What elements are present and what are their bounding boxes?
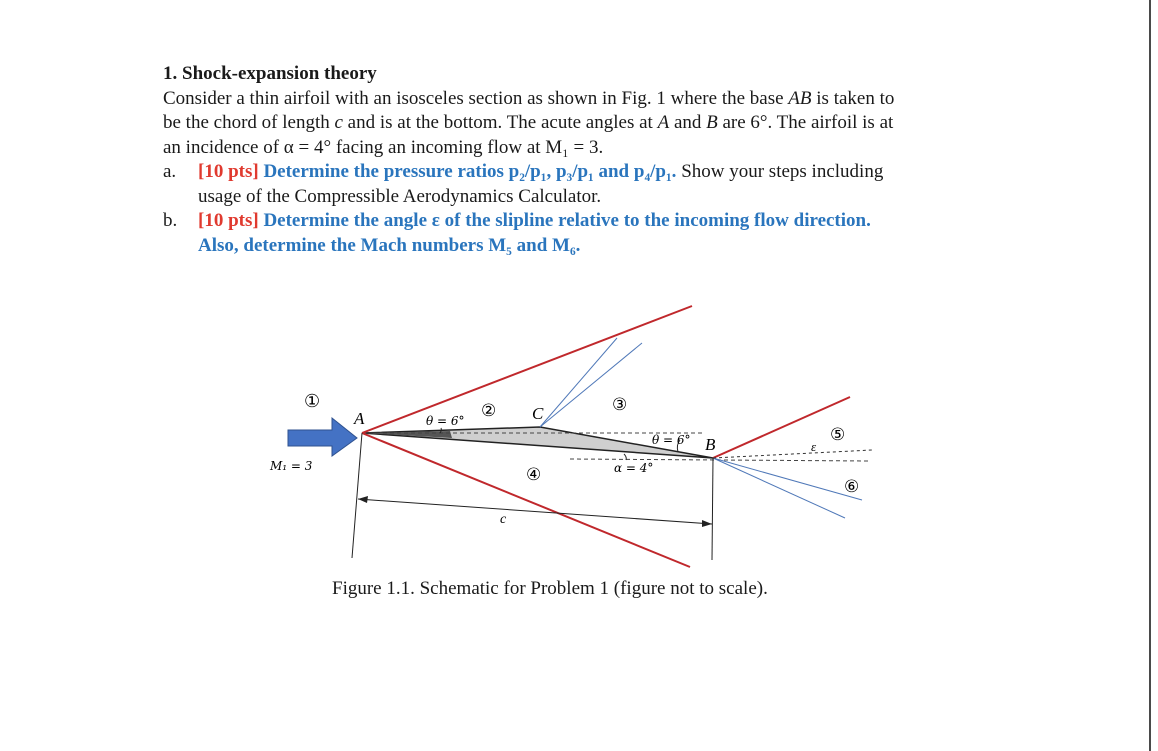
problem-heading: 1. Shock-expansion theory <box>163 63 377 84</box>
expansion-fan-b-1 <box>713 458 862 500</box>
region-3-label: ③ <box>612 395 628 415</box>
intro-AB: AB <box>788 87 812 109</box>
intro-text: be the chord of length <box>163 112 335 133</box>
part-a-task: Determine the pressure ratios p₂/p₁, p₃/p₁ and p₄/p₁. <box>258 161 677 182</box>
chord-extension-a <box>352 433 362 558</box>
part-b-line2: Also, determine the Mach numbers M₅ and M₆. <box>198 234 581 256</box>
alpha-arc <box>624 454 626 460</box>
point-B-label: B <box>705 435 716 454</box>
intro-text: and <box>669 112 707 133</box>
intro-text: and is at the bottom. The acute angles at <box>342 112 658 133</box>
intro-text: are 6°. The airfoil is at <box>717 112 894 133</box>
intro-B: B <box>706 112 718 133</box>
region-4-label: ④ <box>526 465 542 485</box>
incoming-flow-arrow <box>288 418 357 456</box>
epsilon-label: ε <box>811 439 817 454</box>
chord-label: c <box>500 512 507 527</box>
part-a-rest: Show your steps including <box>676 161 884 182</box>
part-b-task: Determine the angle ε of the slipline relative to the incoming flow direction. <box>258 210 871 231</box>
region-5-label: ⑤ <box>830 425 846 445</box>
chord-arrow-left <box>358 496 368 503</box>
point-A-label: A <box>354 409 365 428</box>
slipline <box>713 450 872 458</box>
region-6-label: ⑥ <box>844 477 860 497</box>
alpha-label: α = 4° <box>614 461 654 475</box>
expansion-fan-b-2 <box>713 458 845 518</box>
mach-label: M₁ = 3 <box>270 459 313 473</box>
figure-caption: Figure 1.1. Schematic for Problem 1 (figure not to scale). <box>332 578 768 599</box>
part-a-points: [10 pts] <box>198 161 259 182</box>
part-a-line2: usage of the Compressible Aerodynamics Calculator. <box>198 185 602 207</box>
intro-c: c <box>334 112 343 133</box>
intro-line-3: an incidence of α = 4° facing an incoming flow at M₁ = 3. <box>163 136 604 158</box>
chord-arrow-right <box>702 520 712 527</box>
part-b-label: b. <box>163 210 178 231</box>
region-1-label: ① <box>304 391 321 412</box>
part-b-points: [10 pts] <box>198 210 259 231</box>
region-2-label: ② <box>481 401 497 421</box>
theta-front-label: θ = 6° <box>426 414 465 428</box>
intro-A: A <box>657 112 670 133</box>
part-a-label: a. <box>163 161 177 182</box>
chord-extension-b <box>712 458 713 560</box>
intro-text: is taken to <box>811 87 895 109</box>
shock-upper-front <box>362 306 692 433</box>
theta-rear-label: θ = 6° <box>652 433 691 447</box>
intro-text: Consider a thin airfoil with an isosceles section as shown in Fig. 1 where the base <box>163 87 789 109</box>
expansion-fan-c-1 <box>540 338 617 427</box>
point-C-label: C <box>532 404 544 423</box>
